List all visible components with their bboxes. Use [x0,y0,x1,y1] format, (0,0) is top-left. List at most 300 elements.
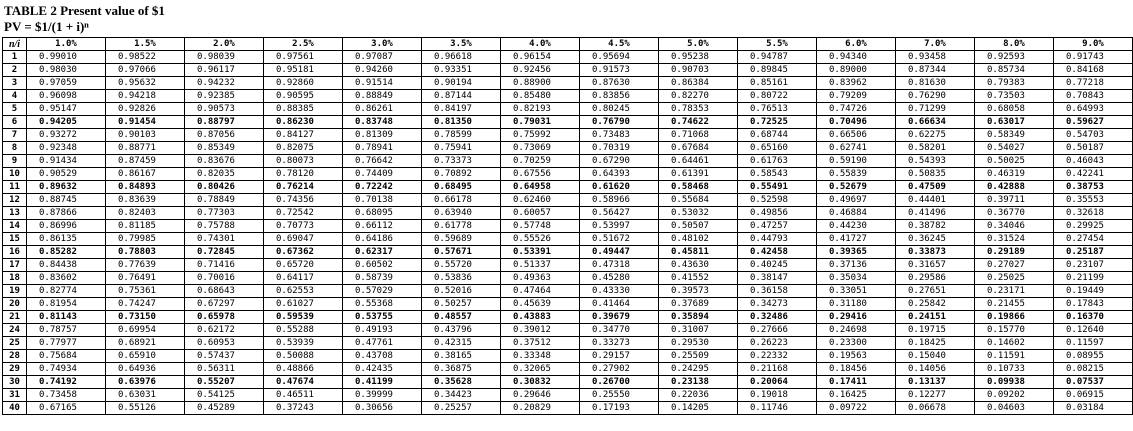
value-cell: 0.42458 [738,246,817,259]
value-cell: 0.70843 [1054,90,1133,103]
value-cell: 0.92593 [975,51,1054,64]
value-cell: 0.51337 [501,259,580,272]
value-cell: 0.94218 [106,90,185,103]
value-cell: 0.92860 [264,77,343,90]
value-cell: 0.08955 [1054,350,1133,363]
value-cell: 0.78599 [422,129,501,142]
value-cell: 0.97059 [27,77,106,90]
value-cell: 0.97087 [343,51,422,64]
value-cell: 0.31007 [659,324,738,337]
value-cell: 0.36158 [738,285,817,298]
value-cell: 0.34046 [975,220,1054,233]
value-cell: 0.94787 [738,51,817,64]
table-row [3,207,1133,220]
value-cell: 0.90595 [264,90,343,103]
value-cell: 0.57029 [343,285,422,298]
value-cell: 0.88900 [501,77,580,90]
value-cell: 0.73483 [580,129,659,142]
formula-caption: PV = $1/(1 + i)ⁿ [4,19,89,34]
value-cell: 0.72525 [738,116,817,129]
value-cell: 0.35628 [422,376,501,389]
table-row [3,90,1133,103]
value-cell: 0.88385 [264,103,343,116]
value-cell: 0.39999 [343,389,422,402]
value-cell: 0.86135 [27,233,106,246]
value-cell: 0.73373 [422,155,501,168]
period-cell: 2 [3,64,27,77]
table-row [3,142,1133,155]
value-cell: 0.06915 [1054,389,1133,402]
table-row [3,155,1133,168]
value-cell: 0.75684 [27,350,106,363]
table-row [3,116,1133,129]
value-cell: 0.74192 [27,376,106,389]
value-cell: 0.63976 [106,376,185,389]
value-cell: 0.90194 [422,77,501,90]
value-cell: 0.81350 [422,116,501,129]
value-cell: 0.10733 [975,363,1054,376]
table-row [3,402,1133,415]
value-cell: 0.97066 [106,64,185,77]
value-cell: 0.58543 [738,168,817,181]
value-cell: 0.91514 [343,77,422,90]
value-cell: 0.37512 [501,337,580,350]
value-cell: 0.25257 [422,402,501,415]
value-cell: 0.68095 [343,207,422,220]
period-cell: 14 [3,220,27,233]
value-cell: 0.17193 [580,402,659,415]
value-cell: 0.64936 [106,363,185,376]
value-cell: 0.70016 [185,272,264,285]
value-cell: 0.21199 [1054,272,1133,285]
value-cell: 0.29157 [580,350,659,363]
value-cell: 0.61027 [264,298,343,311]
value-cell: 0.78941 [343,142,422,155]
period-cell: 28 [3,350,27,363]
period-cell: 8 [3,142,27,155]
value-cell: 0.83676 [185,155,264,168]
value-cell: 0.25509 [659,350,738,363]
value-cell: 0.14056 [896,363,975,376]
value-cell: 0.94260 [343,64,422,77]
value-cell: 0.70259 [501,155,580,168]
value-cell: 0.94232 [185,77,264,90]
value-cell: 0.47509 [896,181,975,194]
value-cell: 0.52679 [817,181,896,194]
value-cell: 0.70496 [817,116,896,129]
value-cell: 0.94340 [817,51,896,64]
value-cell: 0.43630 [659,259,738,272]
value-cell: 0.54027 [975,142,1054,155]
value-cell: 0.45289 [185,402,264,415]
value-cell: 0.54703 [1054,129,1133,142]
period-cell: 20 [3,298,27,311]
value-cell: 0.55839 [817,168,896,181]
value-cell: 0.63940 [422,207,501,220]
value-cell: 0.96117 [185,64,264,77]
value-cell: 0.40245 [738,259,817,272]
value-cell: 0.88849 [343,90,422,103]
corner-header: n/i [3,38,27,51]
value-cell: 0.95147 [27,103,106,116]
period-cell: 9 [3,155,27,168]
rate-header: 7.0% [896,38,975,51]
value-cell: 0.13137 [896,376,975,389]
value-cell: 0.79985 [106,233,185,246]
value-cell: 0.23171 [975,285,1054,298]
value-cell: 0.64993 [1054,103,1133,116]
value-cell: 0.36770 [975,207,1054,220]
value-cell: 0.07537 [1054,376,1133,389]
present-value-table [2,37,1133,415]
table-row [3,168,1133,181]
value-cell: 0.55526 [501,233,580,246]
value-cell: 0.26700 [580,376,659,389]
value-cell: 0.50835 [896,168,975,181]
value-cell: 0.58966 [580,194,659,207]
value-cell: 0.76491 [106,272,185,285]
value-cell: 0.57671 [422,246,501,259]
value-cell: 0.25550 [580,389,659,402]
value-cell: 0.91573 [580,64,659,77]
value-cell: 0.90529 [27,168,106,181]
header-row [3,38,1133,51]
value-cell: 0.55288 [264,324,343,337]
period-cell: 24 [3,324,27,337]
rate-header: 3.5% [422,38,501,51]
value-cell: 0.85480 [501,90,580,103]
value-cell: 0.93458 [896,51,975,64]
value-cell: 0.62317 [343,246,422,259]
value-cell: 0.29416 [817,311,896,324]
value-cell: 0.67165 [27,402,106,415]
value-cell: 0.94205 [27,116,106,129]
value-cell: 0.72845 [185,246,264,259]
value-cell: 0.92456 [501,64,580,77]
value-cell: 0.76642 [343,155,422,168]
value-cell: 0.71416 [185,259,264,272]
value-cell: 0.85734 [975,64,1054,77]
value-cell: 0.83748 [343,116,422,129]
value-cell: 0.56311 [185,363,264,376]
value-cell: 0.47674 [264,376,343,389]
value-cell: 0.85161 [738,77,817,90]
value-cell: 0.73503 [975,90,1054,103]
value-cell: 0.74301 [185,233,264,246]
value-cell: 0.45639 [501,298,580,311]
table-row [3,233,1133,246]
value-cell: 0.90103 [106,129,185,142]
value-cell: 0.58201 [896,142,975,155]
value-cell: 0.67362 [264,246,343,259]
value-cell: 0.95632 [106,77,185,90]
value-cell: 0.80722 [738,90,817,103]
value-cell: 0.93351 [422,64,501,77]
value-cell: 0.47761 [343,337,422,350]
value-cell: 0.18456 [817,363,896,376]
value-cell: 0.95181 [264,64,343,77]
value-cell: 0.25842 [896,298,975,311]
value-cell: 0.37689 [659,298,738,311]
value-cell: 0.88797 [185,116,264,129]
value-cell: 0.19563 [817,350,896,363]
value-cell: 0.99010 [27,51,106,64]
value-cell: 0.66178 [422,194,501,207]
value-cell: 0.45811 [659,246,738,259]
value-cell: 0.09938 [975,376,1054,389]
value-cell: 0.79031 [501,116,580,129]
value-cell: 0.75992 [501,129,580,142]
value-cell: 0.14205 [659,402,738,415]
value-cell: 0.30656 [343,402,422,415]
value-cell: 0.20829 [501,402,580,415]
value-cell: 0.20064 [738,376,817,389]
value-cell: 0.33273 [580,337,659,350]
value-cell: 0.34273 [738,298,817,311]
value-cell: 0.44230 [817,220,896,233]
value-cell: 0.66506 [817,129,896,142]
value-cell: 0.50187 [1054,142,1133,155]
value-cell: 0.78353 [659,103,738,116]
period-cell: 1 [3,51,27,64]
value-cell: 0.91454 [106,116,185,129]
value-cell: 0.46884 [817,207,896,220]
period-cell: 12 [3,194,27,207]
value-cell: 0.51672 [580,233,659,246]
value-cell: 0.80073 [264,155,343,168]
value-cell: 0.22036 [659,389,738,402]
value-cell: 0.57748 [501,220,580,233]
value-cell: 0.46043 [1054,155,1133,168]
value-cell: 0.90573 [185,103,264,116]
table-row [3,194,1133,207]
rate-header: 4.0% [501,38,580,51]
value-cell: 0.31657 [896,259,975,272]
value-cell: 0.71068 [659,129,738,142]
value-cell: 0.16425 [817,389,896,402]
value-cell: 0.39711 [975,194,1054,207]
value-cell: 0.53755 [343,311,422,324]
value-cell: 0.54393 [896,155,975,168]
value-cell: 0.87056 [185,129,264,142]
value-cell: 0.65910 [106,350,185,363]
value-cell: 0.64461 [659,155,738,168]
value-cell: 0.58739 [343,272,422,285]
value-cell: 0.86167 [106,168,185,181]
value-cell: 0.83856 [580,90,659,103]
value-cell: 0.35894 [659,311,738,324]
value-cell: 0.70892 [422,168,501,181]
value-cell: 0.60953 [185,337,264,350]
value-cell: 0.29189 [975,246,1054,259]
value-cell: 0.68744 [738,129,817,142]
value-cell: 0.76214 [264,181,343,194]
value-cell: 0.72242 [343,181,422,194]
value-cell: 0.62553 [264,285,343,298]
value-cell: 0.70773 [264,220,343,233]
value-cell: 0.82774 [27,285,106,298]
value-cell: 0.50257 [422,298,501,311]
rate-header: 2.5% [264,38,343,51]
value-cell: 0.81954 [27,298,106,311]
value-cell: 0.76290 [896,90,975,103]
value-cell: 0.53032 [659,207,738,220]
table-row [3,77,1133,90]
value-cell: 0.38782 [896,220,975,233]
value-cell: 0.36245 [896,233,975,246]
table-row [3,350,1133,363]
value-cell: 0.63031 [106,389,185,402]
value-cell: 0.62275 [896,129,975,142]
value-cell: 0.67684 [659,142,738,155]
value-cell: 0.71299 [896,103,975,116]
value-cell: 0.39365 [817,246,896,259]
value-cell: 0.53391 [501,246,580,259]
value-cell: 0.70138 [343,194,422,207]
value-cell: 0.48866 [264,363,343,376]
value-cell: 0.68495 [422,181,501,194]
value-cell: 0.33873 [896,246,975,259]
value-cell: 0.84168 [1054,64,1133,77]
value-cell: 0.76790 [580,116,659,129]
value-cell: 0.83639 [106,194,185,207]
value-cell: 0.50088 [264,350,343,363]
value-cell: 0.55491 [738,181,817,194]
value-cell: 0.32618 [1054,207,1133,220]
period-cell: 3 [3,77,27,90]
value-cell: 0.88771 [106,142,185,155]
value-cell: 0.41496 [896,207,975,220]
value-cell: 0.74409 [343,168,422,181]
period-cell: 30 [3,376,27,389]
value-cell: 0.43708 [343,350,422,363]
value-cell: 0.79383 [975,77,1054,90]
value-cell: 0.75361 [106,285,185,298]
value-cell: 0.80426 [185,181,264,194]
period-cell: 6 [3,116,27,129]
value-cell: 0.55684 [659,194,738,207]
value-cell: 0.92826 [106,103,185,116]
value-cell: 0.19715 [896,324,975,337]
value-cell: 0.29646 [501,389,580,402]
value-cell: 0.37243 [264,402,343,415]
value-cell: 0.34423 [422,389,501,402]
value-cell: 0.35034 [817,272,896,285]
value-cell: 0.52016 [422,285,501,298]
value-cell: 0.33051 [817,285,896,298]
value-cell: 0.32065 [501,363,580,376]
value-cell: 0.77218 [1054,77,1133,90]
value-cell: 0.61391 [659,168,738,181]
value-cell: 0.69047 [264,233,343,246]
value-cell: 0.75788 [185,220,264,233]
value-cell: 0.86230 [264,116,343,129]
value-cell: 0.81185 [106,220,185,233]
value-cell: 0.58468 [659,181,738,194]
rate-header: 3.0% [343,38,422,51]
value-cell: 0.93272 [27,129,106,142]
value-cell: 0.67297 [185,298,264,311]
value-cell: 0.11597 [1054,337,1133,350]
rate-header: 5.0% [659,38,738,51]
value-cell: 0.76513 [738,103,817,116]
value-cell: 0.39573 [659,285,738,298]
period-cell: 10 [3,168,27,181]
rate-header: 1.5% [106,38,185,51]
value-cell: 0.43796 [422,324,501,337]
value-cell: 0.84197 [422,103,501,116]
value-cell: 0.78120 [264,168,343,181]
value-cell: 0.96154 [501,51,580,64]
value-cell: 0.64186 [343,233,422,246]
value-cell: 0.44793 [738,233,817,246]
value-cell: 0.49856 [738,207,817,220]
value-cell: 0.66112 [343,220,422,233]
value-cell: 0.70319 [580,142,659,155]
value-cell: 0.65720 [264,259,343,272]
value-cell: 0.72542 [264,207,343,220]
value-cell: 0.26223 [738,337,817,350]
value-cell: 0.27027 [975,259,1054,272]
value-cell: 0.85349 [185,142,264,155]
value-cell: 0.25187 [1054,246,1133,259]
table-row [3,311,1133,324]
value-cell: 0.30832 [501,376,580,389]
value-cell: 0.49193 [343,324,422,337]
value-cell: 0.27651 [896,285,975,298]
value-cell: 0.84438 [27,259,106,272]
value-cell: 0.82403 [106,207,185,220]
value-cell: 0.37136 [817,259,896,272]
value-cell: 0.86261 [343,103,422,116]
value-cell: 0.19449 [1054,285,1133,298]
value-cell: 0.56427 [580,207,659,220]
value-cell: 0.61620 [580,181,659,194]
table-row [3,129,1133,142]
value-cell: 0.38147 [738,272,817,285]
value-cell: 0.96618 [422,51,501,64]
value-cell: 0.54125 [185,389,264,402]
value-cell: 0.91434 [27,155,106,168]
value-cell: 0.57437 [185,350,264,363]
table-row [3,324,1133,337]
value-cell: 0.86384 [659,77,738,90]
value-cell: 0.67556 [501,168,580,181]
value-cell: 0.73458 [27,389,106,402]
value-cell: 0.48557 [422,311,501,324]
value-cell: 0.11591 [975,350,1054,363]
value-cell: 0.61778 [422,220,501,233]
value-cell: 0.34770 [580,324,659,337]
value-cell: 0.53836 [422,272,501,285]
value-cell: 0.74247 [106,298,185,311]
table-row [3,64,1133,77]
value-cell: 0.15770 [975,324,1054,337]
value-cell: 0.85282 [27,246,106,259]
period-cell: 16 [3,246,27,259]
table-row [3,51,1133,64]
value-cell: 0.64393 [580,168,659,181]
value-cell: 0.79209 [817,90,896,103]
period-cell: 11 [3,181,27,194]
value-cell: 0.74934 [27,363,106,376]
value-cell: 0.23138 [659,376,738,389]
value-cell: 0.55720 [422,259,501,272]
value-cell: 0.04603 [975,402,1054,415]
rate-header: 1.0% [27,38,106,51]
value-cell: 0.27454 [1054,233,1133,246]
value-cell: 0.09202 [975,389,1054,402]
